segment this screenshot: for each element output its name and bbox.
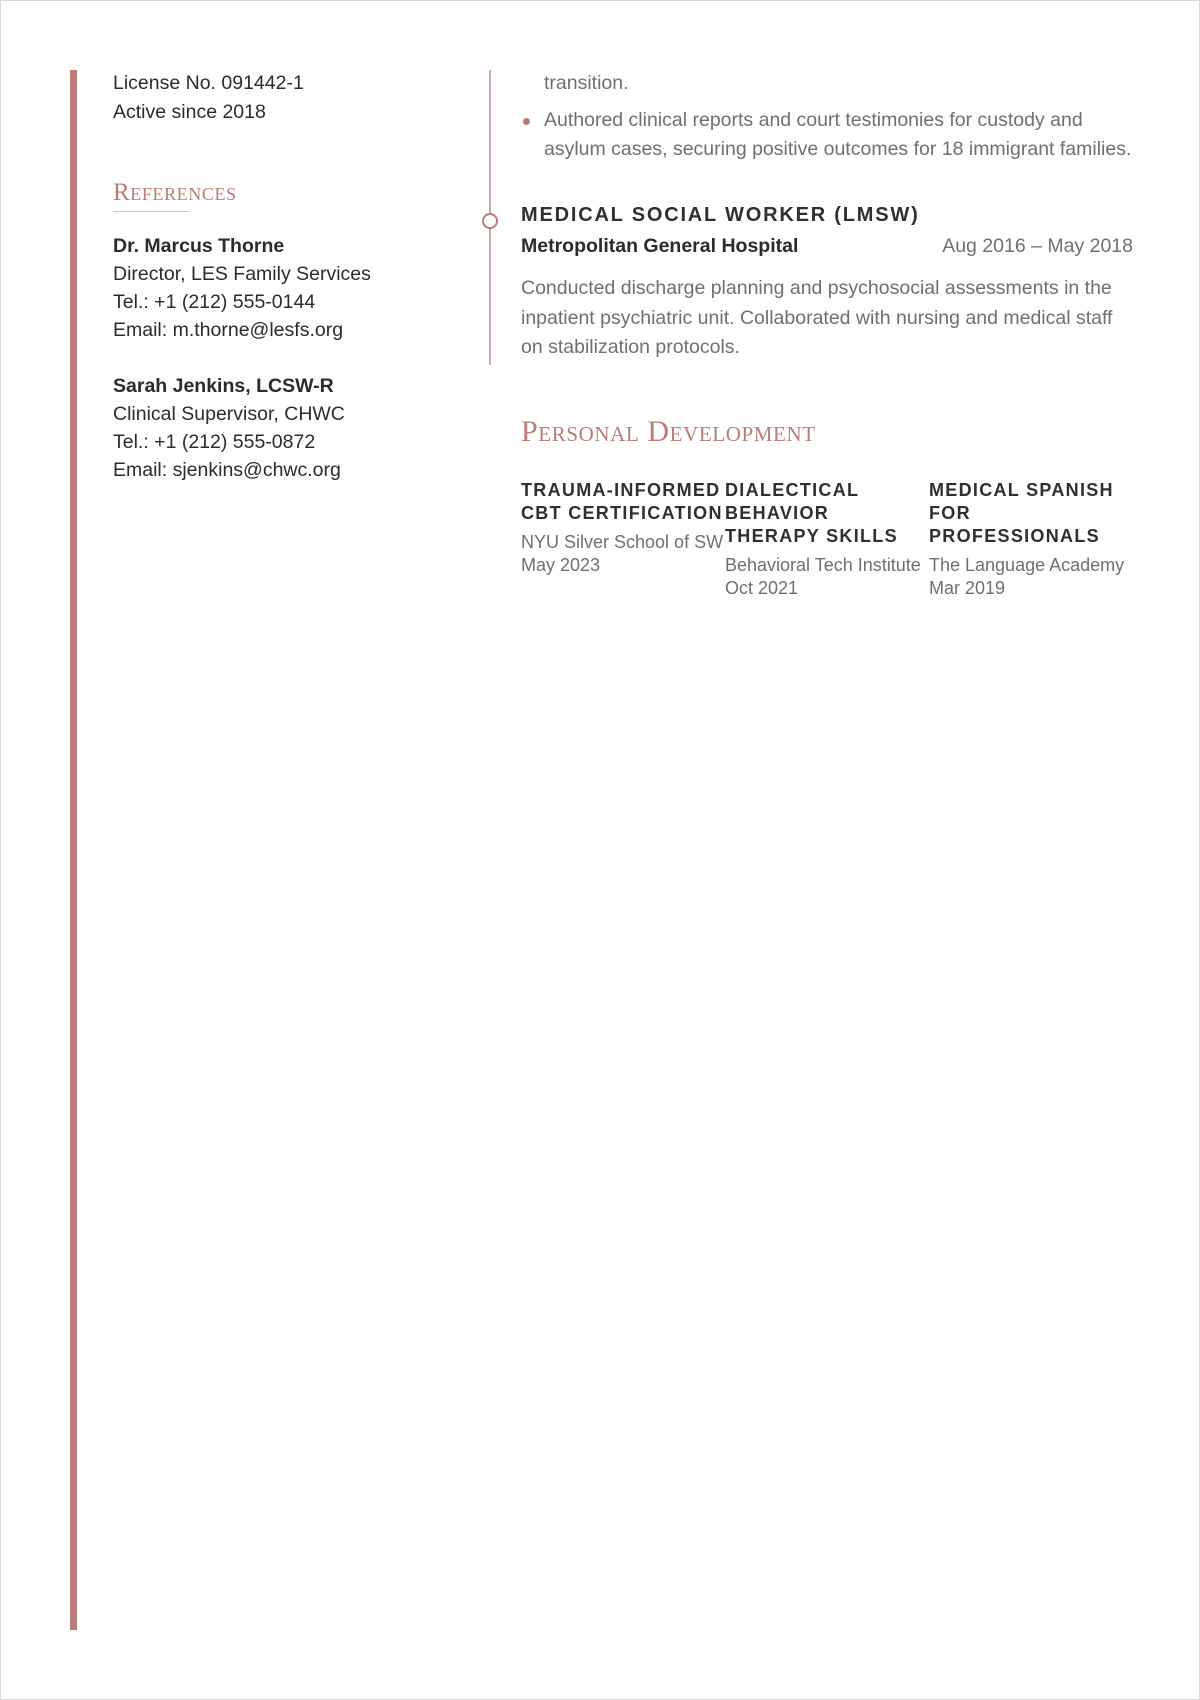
- active-since: Active since 2018: [113, 101, 266, 123]
- reference-entry: [113, 372, 473, 484]
- reference-email: Email: m.thorne@lesfs.org: [113, 319, 344, 341]
- job-employer: Metropolitan General Hospital: [521, 235, 799, 257]
- development-date: May 2023: [521, 554, 601, 575]
- reference-name: Sarah Jenkins, LCSW-R: [113, 375, 334, 397]
- development-org: NYU Silver School of SW: [521, 531, 724, 552]
- job-description: Conducted discharge planning and psychosocial assessments in the inpatient psychiatric unit. Collaborated with nursing and medical staff on stabilization protocols.: [521, 277, 1113, 358]
- reference-phone: Tel.: +1 (212) 555-0872: [113, 431, 316, 453]
- development-item: [521, 479, 725, 600]
- bullet-dot: [523, 118, 530, 125]
- development-grid: [521, 479, 1133, 600]
- license-number: License No. 091442-1: [113, 72, 304, 94]
- left-column: [113, 69, 473, 484]
- development-item: [929, 479, 1133, 600]
- reference-phone: Tel.: +1 (212) 555-0144: [113, 291, 316, 313]
- reference-role: Clinical Supervisor, CHWC: [113, 403, 345, 425]
- reference-name: Dr. Marcus Thorne: [113, 235, 285, 257]
- references-rule: [113, 211, 189, 212]
- development-date: Oct 2021: [725, 577, 799, 598]
- reference-role: Director, LES Family Services: [113, 263, 371, 285]
- bullet-text: Authored clinical reports and court testimonies for custody and asylum cases, securing positive outcomes for 18 immigrant families.: [544, 109, 1132, 160]
- development-org: Behavioral Tech Institute: [725, 554, 921, 575]
- development-title: MEDICAL SPANISH FOR PROFESSIONALS: [929, 479, 1114, 546]
- right-column: [521, 69, 1133, 600]
- continued-text: transition.: [544, 72, 629, 94]
- development-item: [725, 479, 929, 600]
- job-title: MEDICAL SOCIAL WORKER (LMSW): [521, 204, 920, 226]
- timeline-marker: [482, 213, 498, 229]
- reference-email: Email: sjenkins@chwc.org: [113, 459, 341, 481]
- job-dates: Aug 2016 – May 2018: [942, 235, 1133, 257]
- list-item: [521, 106, 1133, 164]
- job-meta: [521, 232, 1133, 260]
- accent-bar: [70, 70, 77, 1630]
- development-date: Mar 2019: [929, 577, 1006, 598]
- development-title: TRAUMA-INFORMED CBT CERTIFICATION: [521, 479, 723, 523]
- personal-development-heading: Personal Development: [521, 414, 816, 448]
- reference-entry: [113, 232, 473, 344]
- development-title: DIALECTICAL BEHAVIOR THERAPY SKILLS: [725, 479, 898, 546]
- development-org: The Language Academy: [929, 554, 1125, 575]
- references-heading: References: [113, 179, 237, 206]
- experience-bullets: [521, 106, 1133, 164]
